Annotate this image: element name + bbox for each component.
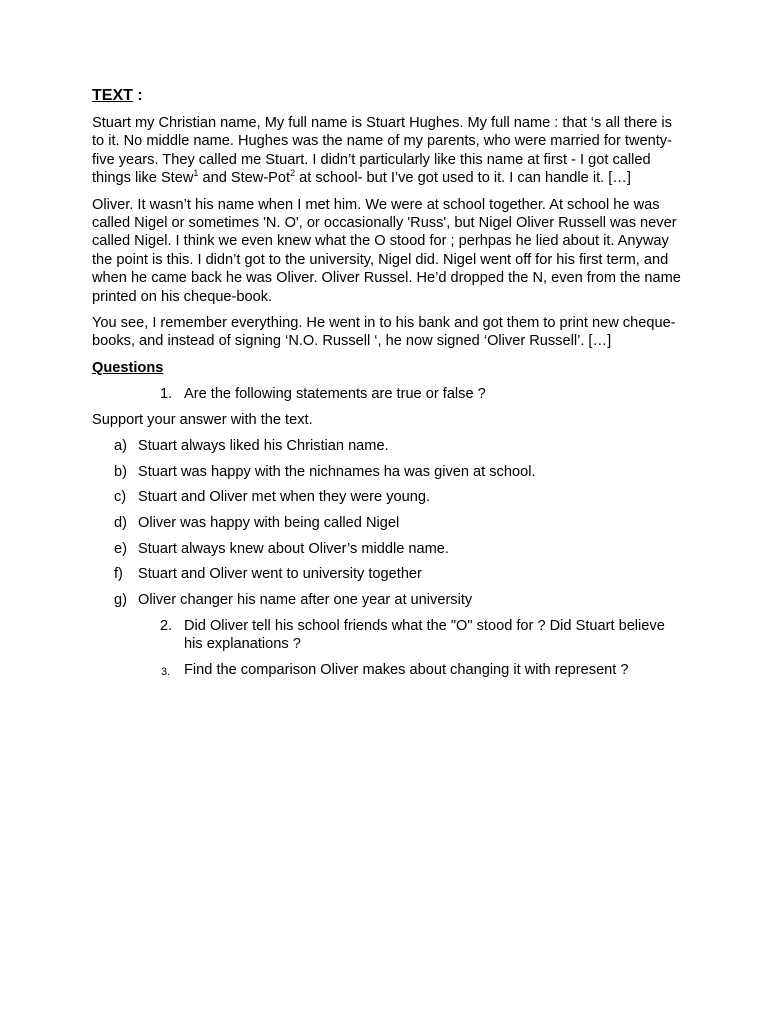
paragraph-stuart-part-c: at school- but I’ve got used to it. I can handle it. […] — [295, 170, 631, 187]
statement-letter: g) — [114, 592, 127, 608]
text-heading-label: TEXT — [92, 87, 133, 104]
paragraph-stuart-part-b: and Stew-Pot — [198, 170, 291, 187]
statement-a — [92, 437, 682, 455]
statement-g — [92, 591, 682, 609]
footnote-ref-2: 2 — [290, 168, 296, 179]
question-2-number: 2. — [160, 617, 173, 634]
statement-letter: f) — [114, 566, 123, 583]
paragraph-oliver: Oliver. It wasn’t his name when I met him. We were at school together. At school he was called Nigel or sometimes 'N. O', or occasionally 'Russ', but Nigel Oliver Russell was never called Nigel. I think we even knew what the O stood for ; perhpas he lied about it. Anyway the point is this. I didn’t got to the university, Nigel did. Nigel went off for his first term, and when he came back he was Oliver. Oliver Russel. He’d dropped the N, even from the name printed on his cheque-book. — [92, 196, 681, 305]
statement-e — [92, 540, 682, 558]
question-3-text: Find the comparison Oliver makes about changing it with represent ? — [184, 661, 629, 678]
question-2-text: Did Oliver tell his school friends what the "O" stood for ? Did Stuart believe his explanations ? — [184, 617, 665, 652]
statement-f — [92, 565, 682, 583]
text-heading — [92, 86, 682, 106]
question-3 — [92, 661, 682, 679]
statement-letter: b) — [114, 463, 127, 480]
statement-text: Stuart and Oliver went to university together — [138, 566, 422, 583]
statement-c — [92, 488, 682, 506]
question-1-number: 1. — [160, 385, 173, 402]
document-content — [92, 86, 682, 687]
questions-heading: Questions — [92, 359, 164, 376]
text-heading-colon: : — [132, 87, 143, 104]
paragraph-remember: You see, I remember everything. He went in to his bank and got them to print new cheque-books, and instead of signing ‘N.O. Russell ‘, he now signed ‘Oliver Russell’. […] — [92, 315, 676, 350]
question-1-text: Are the following statements are true or false ? — [184, 385, 486, 402]
statement-text: Stuart and Oliver met when they were young. — [138, 489, 431, 506]
footnote-ref-1: 1 — [193, 168, 199, 179]
statement-text: Stuart always liked his Christian name. — [138, 437, 389, 454]
statement-letter: c) — [114, 489, 127, 506]
paragraph-stuart-part-a: Stuart my Christian name, My full name is Stuart Hughes. My full name : that ‘s all there is to it. No middle name. Hughes was the name of my parents, who were married for twenty-five years. They called me Stuart. I didn’t particularly like this name at first - I got called things like Stew — [92, 115, 672, 187]
statement-b — [92, 463, 682, 481]
statement-text: Oliver was happy with being called Nigel — [138, 514, 400, 531]
question-3-number: 3. — [161, 665, 171, 678]
statement-text: Stuart was happy with the nichnames ha was given at school. — [138, 463, 536, 480]
statement-text: Oliver changer his name after one year at university — [138, 592, 473, 608]
support-instruction: Support your answer with the text. — [92, 411, 313, 428]
statement-text: Stuart always knew about Oliver’s middle name. — [138, 540, 449, 557]
statement-d — [92, 514, 682, 532]
statement-letter: d) — [114, 514, 127, 531]
statement-letter: a) — [114, 437, 127, 454]
question-2 — [92, 617, 682, 653]
statement-letter: e) — [114, 540, 127, 557]
paragraph-stuart — [92, 114, 682, 188]
question-1 — [92, 385, 682, 403]
